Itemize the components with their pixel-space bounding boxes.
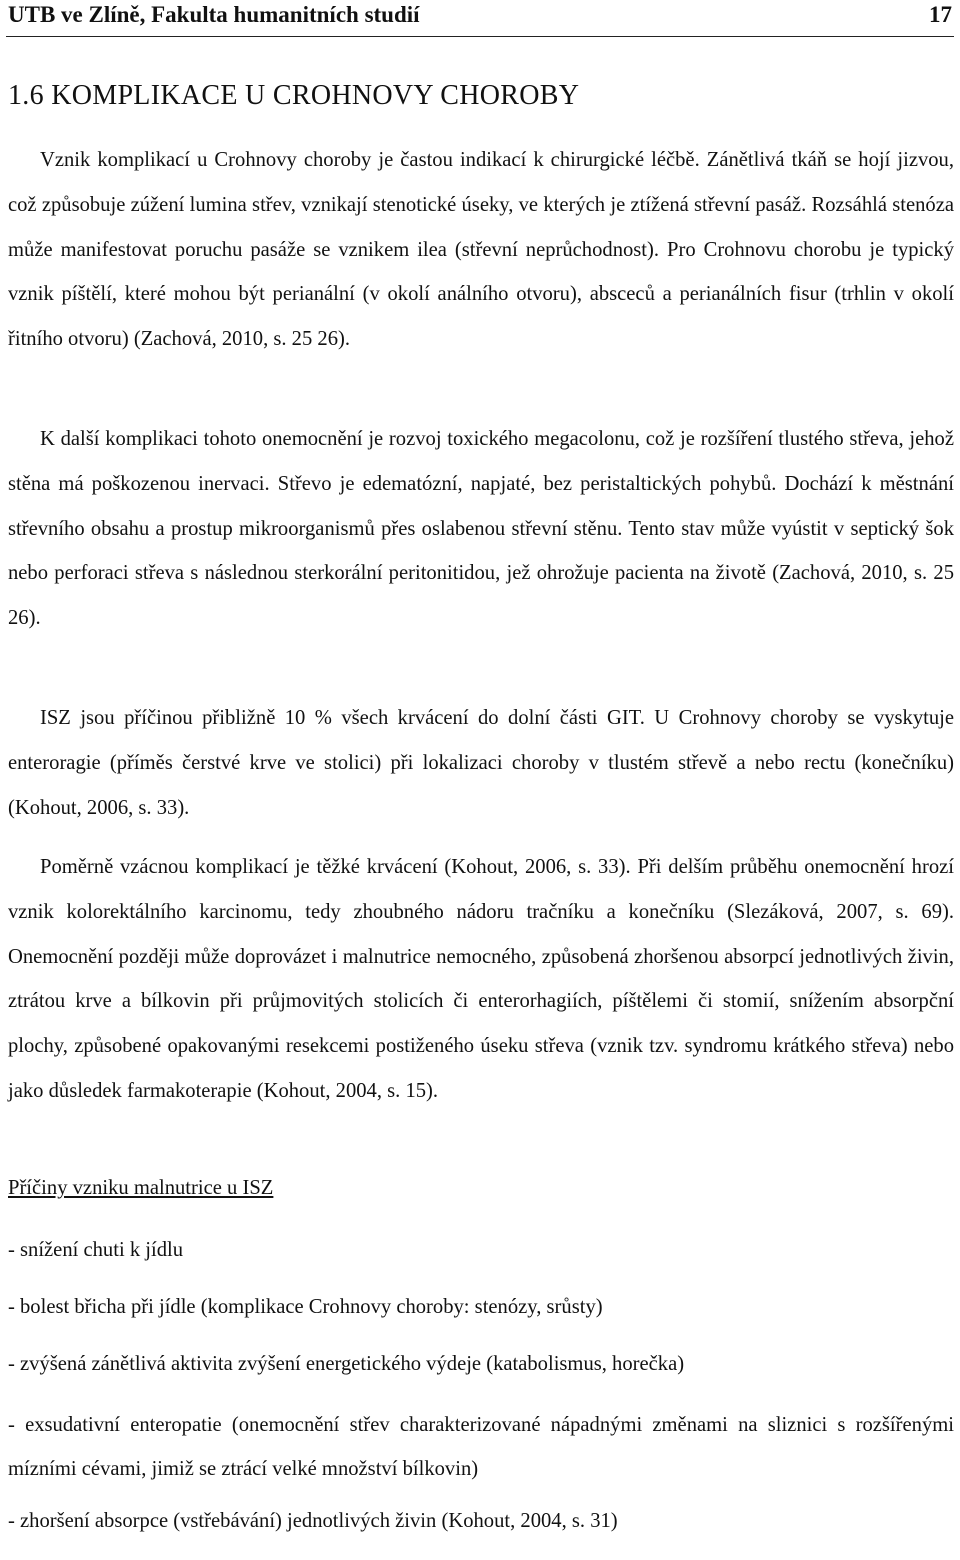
list-item: - exsudativní enteropatie (onemocnění střev charakterizované nápadnými změnami na sliznici s rozšířenými mízními cévami, jimiž se ztrácí velké množství bílkovin) xyxy=(8,1414,954,1480)
list-item: - zhoršení absorpce (vstřebávání) jednotlivých živin (Kohout, 2004, s. 31) xyxy=(8,1510,618,1532)
list-item: - snížení chuti k jídlu xyxy=(8,1239,184,1261)
malnutrition-causes-heading: Příčiny vzniku malnutrice u ISZ xyxy=(8,1177,274,1199)
section-heading: 1.6 KOMPLIKACE U CROHNOVY CHOROBY xyxy=(8,80,580,111)
header-title: UTB ve Zlíně, Fakulta humanitních studií xyxy=(8,2,420,27)
paragraph-toxic-megacolon: K další komplikaci tohoto onemocnění je rozvoj toxického megacolonu, což je rozšíření tlustého střeva, jehož stěna má poškozenou inervaci. Střevo je edematózní, napjaté, bez peristaltických pohybů. Dochází k městnání střevního obsahu a prostup mikroorganismů přes oslabenou střevní stěnu. Tento stav může vyústit v septický šok nebo perforaci střeva s následnou sterkorální peritonitidou, jež ohrožuje pacienta na životě (Zachová, 2010, s. 25 26). xyxy=(8,428,954,630)
paragraph-malnutrition: Poměrně vzácnou komplikací je těžké krvácení (Kohout, 2006, s. 33). Při delším průběhu onemocnění hrozí vznik kolorektálního karcinomu, tedy zhoubného nádoru tračníku a konečníku (Slezáková, 2007, s. 69). Onemocnění později může doprovázet i malnutrice nemocného, způsobená zhoršenou absorpcí jednotlivých živin, ztrátou krve a bílkovin při průjmovitých stolicích či enterorhagiích, píštělemi či stomií, snížením absorpční plochy, způsobené opakovanými resekcemi postiženého úseku střeva (vznik tzv. syndromu krátkého střeva) nebo jako důsledek farmakoterapie (Kohout, 2004, s. 15). xyxy=(8,856,954,1102)
page-number: 17 xyxy=(929,2,952,27)
list-item: - zvýšená zánětlivá aktivita zvýšení energetického výdeje (katabolismus, horečka) xyxy=(8,1353,685,1375)
list-item: - bolest břicha při jídle (komplikace Crohnovy choroby: stenózy, srůsty) xyxy=(8,1296,603,1318)
malnutrition-causes-list xyxy=(8,1232,954,1560)
paragraph-complications: Vznik komplikací u Crohnovy choroby je častou indikací k chirurgické léčbě. Zánětlivá tkáň se hojí jizvou, což způsobuje zúžení lumina střev, vznikají stenotické úseky, ve kterých je ztížená střevní pasáž. Rozsáhlá stenóza může manifestovat poruchu pasáže se vznikem ilea (střevní neprůchodnost). Pro Crohnovu chorobu je typický vznik píštělí, které mohou být perianální (v okolí análního otvoru), absceců a perianálních fisur (trhlin v okolí řitního otvoru) (Zachová, 2010, s. 25 26). xyxy=(8,149,954,351)
paragraph-bleeding: ISZ jsou příčinou přibližně 10 % všech krvácení do dolní části GIT. U Crohnovy choroby se vyskytuje enteroragie (příměs čerstvé krve ve stolici) při lokalizaci choroby v tlustém střevě a nebo rectu (konečníku) (Kohout, 2006, s. 33). xyxy=(8,707,954,819)
page-header xyxy=(6,0,954,37)
